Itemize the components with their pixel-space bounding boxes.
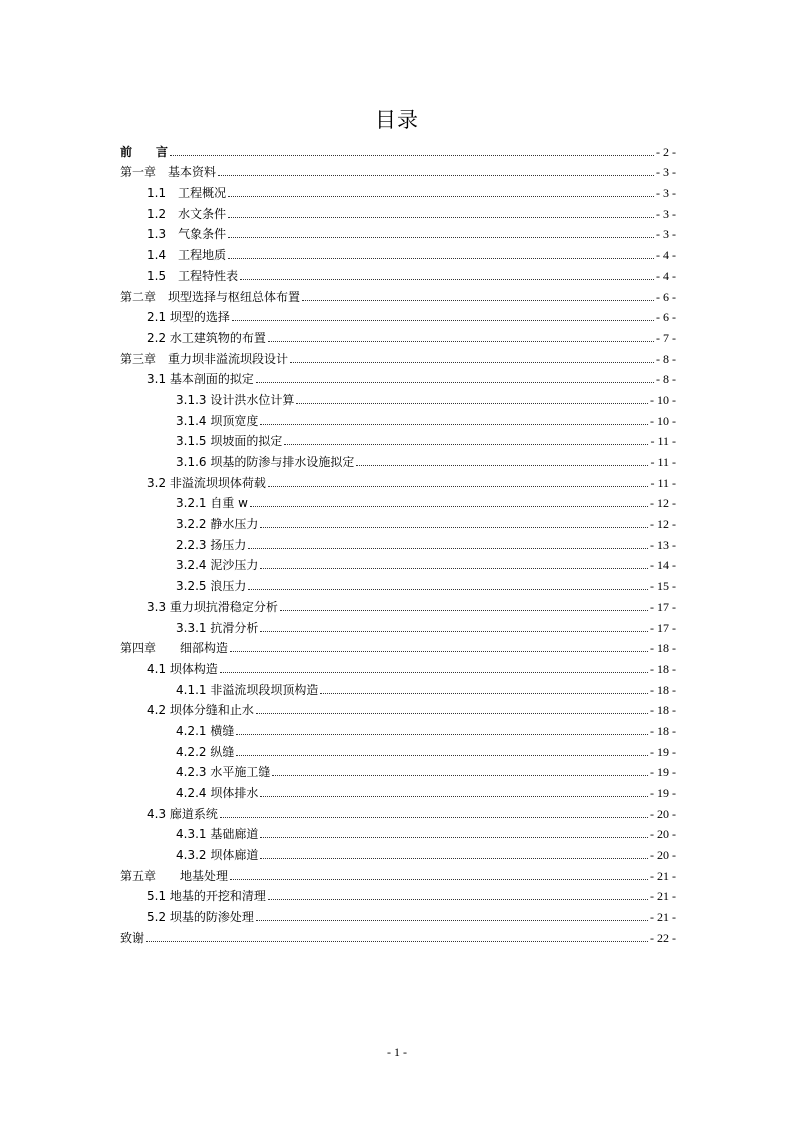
toc-entry-page-number: - 20 - (650, 827, 676, 842)
toc-entry-page-number: - 17 - (650, 599, 676, 614)
toc-dot-leader (272, 775, 648, 776)
toc-entry-label: 4.1 坝体构造 (147, 661, 218, 676)
toc-dot-leader (230, 651, 648, 652)
toc-entry-page-number: - 10 - (650, 413, 676, 428)
toc-dot-leader (302, 300, 654, 301)
toc-entry-page-number: - 18 - (650, 682, 676, 697)
toc-entry-page-number: - 2 - (656, 144, 676, 159)
toc-dot-leader (220, 817, 648, 818)
toc-entry[interactable] (120, 179, 676, 200)
toc-entry-label: 1.5 工程特性表 (147, 268, 239, 283)
toc-entry-label: 3.3.1 抗滑分析 (176, 620, 259, 635)
toc-entry-page-number: - 18 - (650, 723, 676, 738)
toc-entry[interactable] (120, 593, 676, 614)
toc-entry-page-number: - 15 - (650, 579, 676, 594)
table-of-contents (120, 138, 676, 945)
toc-entry[interactable] (120, 903, 676, 924)
toc-entry[interactable] (120, 821, 676, 842)
toc-entry[interactable] (120, 200, 676, 221)
toc-entry[interactable] (120, 448, 676, 469)
toc-entry[interactable] (120, 510, 676, 531)
toc-entry-page-number: - 12 - (650, 517, 676, 532)
toc-entry[interactable] (120, 283, 676, 304)
toc-entry-page-number: - 11 - (650, 434, 676, 449)
toc-dot-leader (320, 693, 648, 694)
toc-entry[interactable] (120, 924, 676, 945)
toc-entry-label: 第二章 坝型选择与枢纽总体布置 (120, 289, 301, 304)
toc-entry-label: 4.2.2 纵缝 (176, 744, 235, 759)
toc-entry-label: 1.2 水文条件 (147, 206, 227, 221)
toc-entry[interactable] (120, 655, 676, 676)
toc-dot-leader (296, 403, 648, 404)
toc-entry-label: 1.3 气象条件 (147, 227, 227, 242)
toc-entry-label: 3.2 非溢流坝坝体荷载 (147, 475, 266, 490)
toc-entry-label: 4.3.2 坝体廊道 (176, 848, 259, 863)
toc-entry-label: 2.2.3 扬压力 (176, 537, 247, 552)
toc-entry-page-number: - 21 - (650, 910, 676, 925)
toc-entry-label: 5.2 坝基的防渗处理 (147, 910, 254, 925)
toc-entry-page-number: - 6 - (656, 310, 676, 325)
page-number-footer: - 1 - (387, 1045, 407, 1059)
toc-dot-leader (260, 858, 648, 859)
toc-entry-page-number: - 4 - (656, 248, 676, 263)
toc-entry[interactable] (120, 552, 676, 573)
toc-dot-leader (268, 486, 649, 487)
toc-entry-page-number: - 6 - (656, 289, 676, 304)
toc-entry[interactable] (120, 697, 676, 718)
toc-entry-label: 4.1.1 非溢流坝段坝顶构造 (176, 682, 319, 697)
toc-entry[interactable] (120, 366, 676, 387)
toc-dot-leader (228, 258, 654, 259)
toc-entry[interactable] (120, 614, 676, 635)
toc-entry-label: 第四章 细部构造 (120, 641, 229, 656)
toc-entry[interactable] (120, 469, 676, 490)
toc-entry[interactable] (120, 800, 676, 821)
toc-entry-label: 2.1 坝型的选择 (147, 310, 230, 325)
toc-entry-label: 3.1.4 坝顶宽度 (176, 413, 259, 428)
toc-entry-label: 第一章 基本资料 (120, 165, 217, 180)
toc-dot-leader (256, 713, 648, 714)
toc-entry[interactable] (120, 386, 676, 407)
toc-entry-page-number: - 19 - (650, 744, 676, 759)
toc-dot-leader (228, 196, 654, 197)
toc-entry-label: 3.1.6 坝基的防渗与排水设施拟定 (176, 455, 355, 469)
toc-entry-label: 3.1.5 坝坡面的拟定 (176, 434, 283, 449)
toc-dot-leader (220, 672, 648, 673)
toc-entry[interactable] (120, 862, 676, 883)
toc-dot-leader (232, 320, 654, 321)
toc-dot-leader (356, 465, 648, 466)
toc-entry[interactable] (120, 883, 676, 904)
toc-dot-leader (268, 341, 654, 342)
toc-title: 目录 (375, 108, 419, 132)
toc-entry-label: 3.3 重力坝抗滑稳定分析 (147, 599, 278, 614)
toc-entry[interactable] (120, 159, 676, 180)
toc-entry-page-number: - 3 - (656, 227, 676, 242)
toc-entry-label: 3.1 基本剖面的拟定 (147, 372, 254, 387)
toc-entry-page-number: - 21 - (650, 889, 676, 904)
toc-dot-leader (256, 920, 648, 921)
toc-entry[interactable] (120, 738, 676, 759)
toc-entry-page-number: - 14 - (650, 558, 676, 573)
toc-entry-label: 前 言 (120, 144, 169, 159)
toc-dot-leader (228, 217, 654, 218)
toc-dot-leader (146, 941, 648, 942)
toc-dot-leader (236, 755, 648, 756)
toc-entry-label: 3.2.2 静水压力 (176, 517, 259, 532)
toc-entry-page-number: - 7 - (656, 330, 676, 345)
toc-entry-label: 致谢 (120, 930, 145, 945)
toc-entry-label: 4.2.3 水平施工缝 (176, 765, 271, 780)
toc-entry-page-number: - 4 - (656, 268, 676, 283)
toc-dot-leader (230, 879, 648, 880)
toc-entry-label: 第三章 重力坝非溢流坝段设计 (120, 351, 289, 366)
toc-dot-leader (256, 382, 654, 383)
toc-entry-page-number: - 8 - (656, 372, 676, 387)
toc-entry-page-number: - 10 - (650, 392, 676, 407)
toc-entry-page-number: - 18 - (650, 641, 676, 656)
toc-entry[interactable] (120, 759, 676, 780)
toc-entry[interactable] (120, 345, 676, 366)
toc-entry[interactable] (120, 304, 676, 325)
toc-dot-leader (260, 631, 648, 632)
toc-entry-page-number: - 3 - (656, 165, 676, 180)
toc-dot-leader (248, 548, 648, 549)
toc-entry[interactable] (120, 324, 676, 345)
toc-dot-leader (228, 237, 654, 238)
toc-entry[interactable] (120, 676, 676, 697)
toc-dot-leader (260, 837, 648, 838)
toc-entry[interactable] (120, 717, 676, 738)
toc-dot-leader (240, 279, 654, 280)
toc-dot-leader (290, 362, 654, 363)
toc-entry[interactable] (120, 428, 676, 449)
toc-entry-label: 4.3.1 基础廊道 (176, 827, 259, 842)
toc-entry-label: 3.2.1 自重 w (176, 496, 248, 511)
toc-entry-page-number: - 12 - (650, 496, 676, 511)
toc-entry-label: 1.4 工程地质 (147, 248, 227, 263)
toc-dot-leader (236, 734, 648, 735)
toc-entry-page-number: - 20 - (650, 806, 676, 821)
toc-entry[interactable] (120, 262, 676, 283)
toc-entry-label: 4.2.1 横缝 (176, 723, 235, 738)
toc-entry-label: 4.3 廊道系统 (147, 806, 218, 821)
toc-entry-page-number: - 13 - (650, 537, 676, 552)
toc-entry-page-number: - 22 - (650, 930, 676, 945)
toc-entry-label: 3.2.5 浪压力 (176, 579, 247, 594)
toc-entry-page-number: - 8 - (656, 351, 676, 366)
toc-entry[interactable] (120, 221, 676, 242)
toc-entry-label: 5.1 地基的开挖和清理 (147, 889, 266, 904)
toc-entry[interactable] (120, 241, 676, 262)
toc-entry-page-number: - 20 - (650, 848, 676, 863)
toc-entry-page-number: - 19 - (650, 786, 676, 800)
toc-entry-label: 第五章 地基处理 (120, 868, 229, 883)
toc-entry-page-number: - 11 - (650, 475, 676, 490)
toc-entry[interactable] (120, 138, 676, 159)
toc-entry-label: 3.1.3 设计洪水位计算 (176, 392, 295, 407)
toc-dot-leader (218, 175, 654, 176)
toc-entry-label: 3.2.4 泥沙压力 (176, 558, 259, 573)
toc-dot-leader (248, 589, 648, 590)
toc-dot-leader (170, 155, 654, 156)
toc-entry-page-number: - 18 - (650, 703, 676, 718)
toc-entry-page-number: - 19 - (650, 765, 676, 780)
toc-entry-page-number: - 17 - (650, 620, 676, 635)
toc-entry-page-number: - 21 - (650, 868, 676, 883)
toc-dot-leader (268, 899, 648, 900)
toc-entry-page-number: - 3 - (656, 206, 676, 221)
toc-entry[interactable] (120, 407, 676, 428)
toc-dot-leader (260, 424, 648, 425)
toc-entry[interactable] (120, 531, 676, 552)
toc-entry[interactable] (120, 635, 676, 656)
toc-entry-label: 4.2 坝体分缝和止水 (147, 703, 254, 718)
toc-entry-label: 4.2.4 坝体排水 (176, 786, 259, 800)
toc-entry[interactable] (120, 779, 676, 800)
toc-dot-leader (280, 610, 648, 611)
toc-entry-page-number: - 11 - (650, 455, 676, 469)
toc-dot-leader (250, 506, 648, 507)
toc-entry-label: 1.1 工程概况 (147, 186, 227, 201)
toc-entry[interactable] (120, 490, 676, 511)
toc-dot-leader (260, 796, 648, 797)
toc-entry[interactable] (120, 572, 676, 593)
toc-entry-label: 2.2 水工建筑物的布置 (147, 330, 266, 345)
toc-dot-leader (284, 444, 648, 445)
toc-entry-page-number: - 18 - (650, 661, 676, 676)
toc-entry[interactable] (120, 841, 676, 862)
toc-dot-leader (260, 527, 648, 528)
toc-dot-leader (260, 568, 648, 569)
toc-entry-page-number: - 3 - (656, 186, 676, 201)
